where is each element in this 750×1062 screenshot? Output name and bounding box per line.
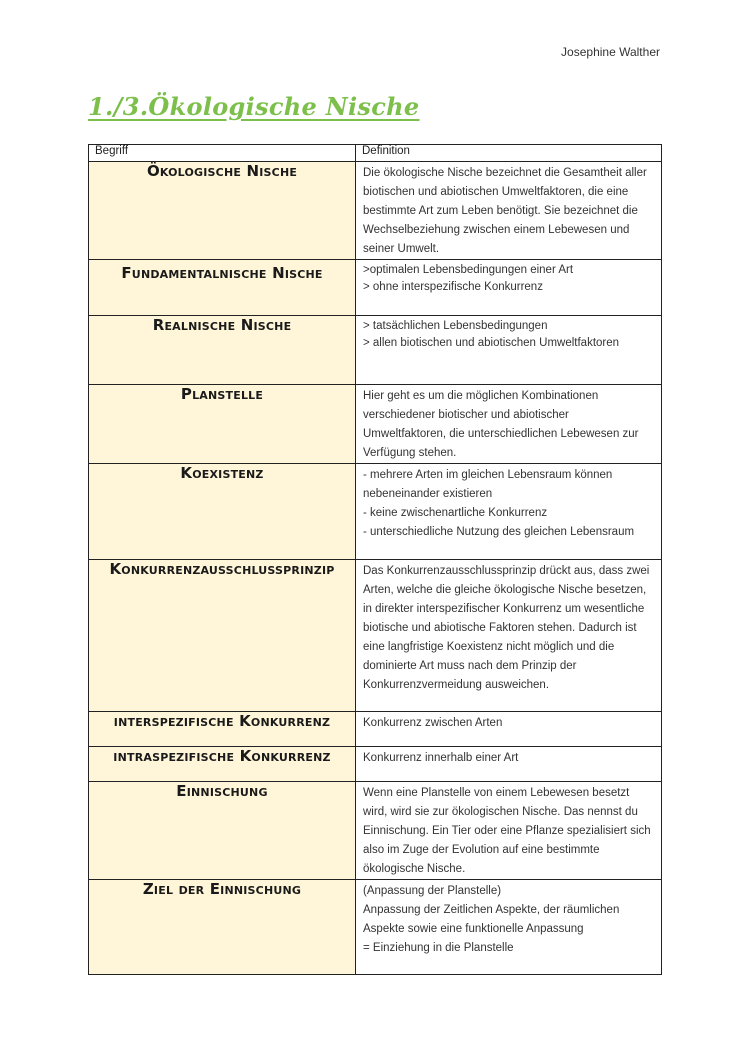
- definition-cell: Das Konkurrenzausschlussprinzip drückt aus, dass zwei Arten, welche die gleiche ökologische Nische besetzen, in direkter interspezifischer Konkurrenz um wesentliche biotische und abiotische Faktoren stehen. Dadurch ist eine langfristige Koexistenz nicht möglich und die dominierte Art muss nach dem Prinzip der Konkurrenzvermeidung ausweichen.: [356, 560, 662, 712]
- table-row: [89, 464, 662, 560]
- definition-cell: Konkurrenz zwischen Arten: [356, 712, 662, 747]
- table-row: [89, 747, 662, 782]
- definition-cell: - mehrere Arten im gleichen Lebensraum können nebeneinander existieren - keine zwischenartliche Konkurrenz - unterschiedliche Nutzung des gleichen Lebensraum: [356, 464, 662, 560]
- header-term: Begriff: [89, 145, 356, 162]
- table-row: [89, 316, 662, 385]
- term-cell: Koexistenz: [89, 464, 356, 560]
- table-row: [89, 260, 662, 316]
- header-definition: Definition: [356, 145, 662, 162]
- term-cell: Realnische Nische: [89, 316, 356, 385]
- table-row: [89, 162, 662, 260]
- definition-cell: >optimalen Lebensbedingungen einer Art > ohne interspezifische Konkurrenz: [356, 260, 662, 316]
- table-row: [89, 782, 662, 880]
- term-cell: Fundamentalnische Nische: [89, 260, 356, 316]
- term-cell: interspezifische Konkurrenz: [89, 712, 356, 747]
- definition-cell: > tatsächlichen Lebensbedingungen > allen biotischen und abiotischen Umweltfaktoren: [356, 316, 662, 385]
- definition-cell: Die ökologische Nische bezeichnet die Gesamtheit aller biotischen und abiotischen Umweltfaktoren, die eine bestimmte Art zum Leben benötigt. Sie bezeichnet die Wechselbeziehung zwischen einem Lebewesen und seiner Umwelt.: [356, 162, 662, 260]
- term-cell: Ökologische Nische: [89, 162, 356, 260]
- table-row: [89, 880, 662, 975]
- term-cell: Einnischung: [89, 782, 356, 880]
- definition-cell: Wenn eine Planstelle von einem Lebewesen besetzt wird, wird sie zur ökologischen Nische. Das nennst du Einnischung. Ein Tier oder eine Pflanze spezialisiert sich also im Zuge der Evolution auf eine bestimmte ökologische Nische.: [356, 782, 662, 880]
- definition-cell: (Anpassung der Planstelle) Anpassung der Zeitlichen Aspekte, der räumlichen Aspekte sowie eine funktionelle Anpassung = Einziehung in die Planstelle: [356, 880, 662, 975]
- table-row: [89, 560, 662, 712]
- term-cell: Konkurrenzausschlussprinzip: [89, 560, 356, 712]
- term-cell: Planstelle: [89, 385, 356, 464]
- table-row: [89, 385, 662, 464]
- definition-cell: Konkurrenz innerhalb einer Art: [356, 747, 662, 782]
- author-name: Josephine Walther: [561, 45, 660, 59]
- definition-cell: Hier geht es um die möglichen Kombinationen verschiedener biotischer und abiotischer Umweltfaktoren, die unterschiedlichen Lebewesen zur Verfügung stehen.: [356, 385, 662, 464]
- definitions-table: [88, 144, 662, 975]
- term-cell: Ziel der Einnischung: [89, 880, 356, 975]
- term-cell: intraspezifische Konkurrenz: [89, 747, 356, 782]
- table-header-row: [89, 145, 662, 162]
- page-title: 1./3.Ökologische Nische: [88, 92, 420, 121]
- table-row: [89, 712, 662, 747]
